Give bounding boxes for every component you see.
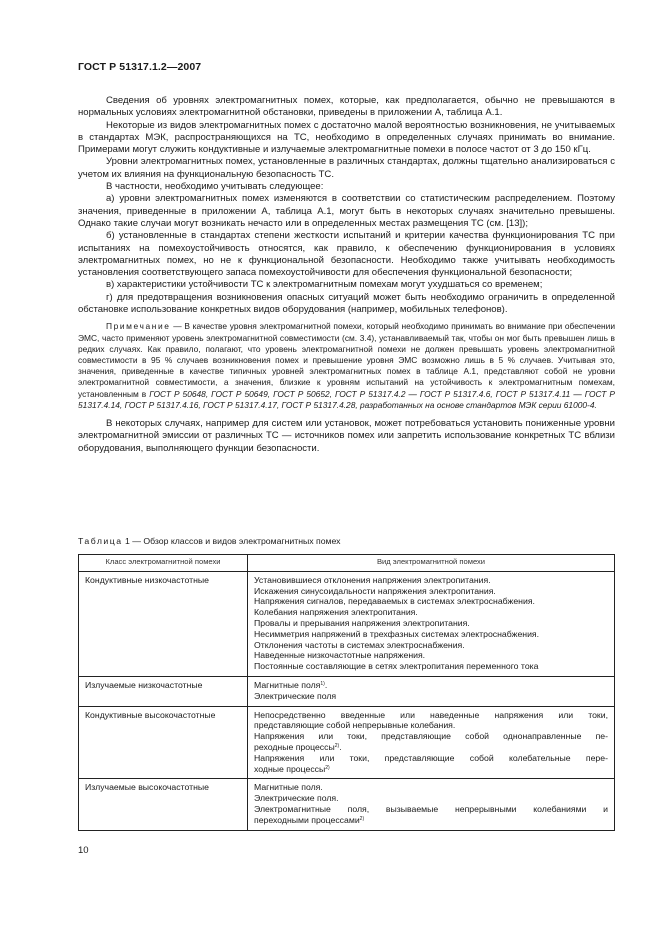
- table-row: [79, 779, 615, 830]
- kind-cell: [248, 676, 615, 706]
- paragraph: б) установленные в стандартах степени жесткости испытаний и критерии качества функционирования ТС при испытаниях на помехоустойчивость относятся, как правило, к обеспечению функционирования в условиях электромагнитных помех, но не к функциональной безопасности. Необходимо также учитывать необходимость установления соответствующего запаса помехоустойчивости для обеспечения функциональной безопасности;: [78, 230, 615, 279]
- note-text: — В качестве уровня электромагнитной помехи, который необходимо принимать во внимание при обеспечении ЭМС, часто применяют уровень электромагнитной совместимости (см. 3.4), устанавливаемый так, чтобы он мог быть превышен лишь в редких случаях. Как правило, полагают, что уровень электромагнитной помехи не должен превышать уровень электромагнитной совместимости в 95 % случаев возникновения помех и превышение уровня ЭМС возможно лишь в 5 % случаев. Учитывая это, значения, приведенные в качестве типичных уровней электромагнитных помех в таблице А.1, представляют собой не уровни электромагнитной совместимости, а значения, близкие к уровням испытаний на устойчивость к электромагнитным помехам, установленным в: [78, 321, 615, 399]
- body-text: [78, 95, 615, 455]
- table-title-text: 1 — Обзор классов и видов электромагнитных помех: [122, 536, 341, 546]
- table-row: [79, 676, 615, 706]
- kind-line: Магнитные поля.: [254, 782, 323, 793]
- paragraph: а) уровни электромагнитных помех изменяются в соответствии со статистическим распределением. Поэтому значения, приведенные в приложении А, таблица А.1, могут быть в некоторых случаях значительно превышены. Однако такие случаи могут возникать нечасто или в определенных местах размещения ТС (см. [13]);: [78, 193, 615, 229]
- class-cell: Излучаемые высокочастотные: [79, 779, 248, 830]
- note: [78, 321, 615, 411]
- kind-cell: [248, 571, 615, 676]
- kind-line: Напряжения или токи, представляющие собой колебательные пере-: [254, 752, 608, 763]
- kind-text: переходными процессами: [254, 814, 360, 825]
- paragraph: г) для предотвращения возникновения опасных ситуаций может быть необходимо ограничить в определенной обстановке использование конкретных видов оборудования (например, мобильных телефонов).: [78, 291, 615, 316]
- kind-item: [254, 680, 608, 691]
- kind-line: [254, 815, 608, 826]
- table-header-row: [79, 555, 615, 572]
- kind-text: ходные процессы: [254, 763, 326, 774]
- kind-item: Отклонения частоты в системах электроснабжения.: [254, 639, 465, 650]
- kind-text: Магнитные поля: [254, 679, 321, 690]
- kind-item: Электрические поля: [254, 690, 337, 701]
- table-row: [79, 706, 615, 779]
- document-header: ГОСТ Р 51317.1.2—2007: [78, 61, 202, 73]
- footnote-ref: 2): [325, 764, 330, 771]
- paragraph: в) характеристики устойчивости ТС к электромагнитным помехам могут ухудшаться со временем;: [106, 279, 543, 291]
- kind-line: Напряжения или токи, представляющие собой однонаправленные пе-: [254, 731, 608, 742]
- kind-line: Электромагнитные поля, вызываемые непрерывными колебаниями и: [254, 803, 608, 814]
- kind-text: реходные процессы: [254, 741, 335, 752]
- class-cell: Кондуктивные низкочастотные: [79, 571, 248, 676]
- note-references: ГОСТ Р 50648, ГОСТ Р 50649, ГОСТ Р 50652, ГОСТ Р 51317.4.2 — ГОСТ Р 51317.4.6, ГОСТ Р 51317.4.11 — ГОСТ Р 51317.4.14, ГОСТ Р 51317.4.16, ГОСТ Р 51317.4.17, ГОСТ Р 51317.4.28, разработанных на основе стандартов МЭК серии 61000-4.: [78, 388, 615, 410]
- kind-item: Искажения синусоидальности напряжения электропитания.: [254, 585, 496, 596]
- kind-item: Наведенные низкочастотные напряжения.: [254, 650, 426, 661]
- kind-item: Несимметрия напряжений в трехфазных системах электроснабжения.: [254, 628, 540, 639]
- kind-item: Установившиеся отклонения напряжения электропитания.: [254, 574, 491, 585]
- kind-item: Провалы и прерывания напряжения электропитания.: [254, 617, 470, 628]
- paragraph: Уровни электромагнитных помех, установленные в различных стандартах, должны тщательно анализироваться с учетом их влияния на функциональную безопасность ТС.: [78, 156, 615, 180]
- footnote-ref: 2): [359, 815, 365, 822]
- note-label: Примечание: [106, 321, 171, 332]
- kind-line: [254, 764, 608, 775]
- kind-line: Непосредственно введенные или наведенные напряжения или токи,: [254, 709, 608, 720]
- kind-item: Колебания напряжения электропитания.: [254, 607, 418, 618]
- paragraph: В частности, необходимо учитывать следующее:: [106, 181, 324, 193]
- footnote-ref: 1): [320, 680, 325, 687]
- kind-line: представляющие собой непрерывные колебания.: [254, 720, 456, 731]
- kind-line: [254, 742, 608, 753]
- paragraph: Сведения об уровнях электромагнитных помех, которые, как предполагается, обычно не превышаются в нормальных условиях электромагнитной обстановки, приведены в приложении А, таблица А.1.: [78, 95, 615, 119]
- class-cell: Кондуктивные высокочастотные: [79, 706, 248, 779]
- table-title: [78, 536, 341, 546]
- column-header-class: Класс электромагнитной помехи: [79, 555, 248, 572]
- kind-text-end: .: [324, 679, 328, 690]
- paragraph: В некоторых случаях, например для систем или установок, может потребоваться установить пониженные уровни электромагнитной эмиссии от различных ТС — источников помех или запретить использование конкретных ТС вблизи оборудования, выполняющего функции безопасности.: [78, 417, 615, 454]
- table-row: [79, 571, 615, 676]
- kind-cell: [248, 706, 615, 779]
- footnote-ref: 2): [334, 742, 340, 749]
- kind-item: Напряжения сигналов, передаваемых в системах электроснабжения.: [254, 596, 535, 607]
- paragraph: Некоторые из видов электромагнитных помех с достаточно малой вероятностью возникновения, не учитываемых в стандартах МЭК, распространяющихся на ТС, необходимо в определенных случаях принимать во внимание. Примерами могут служить кондуктивные и излучаемые электромагнитные помехи в полосе частот от 3 до 150 кГц.: [78, 119, 615, 156]
- table-title-label: Таблица: [78, 536, 123, 546]
- kind-line: Электрические поля.: [254, 793, 339, 804]
- kind-cell: [248, 779, 615, 830]
- disturbance-table: [78, 554, 615, 831]
- kind-text-end: .: [339, 741, 342, 752]
- column-header-kind: Вид электромагнитной помехи: [248, 555, 615, 572]
- class-cell: Излучаемые низкочастотные: [79, 676, 248, 706]
- kind-item: Постоянные составляющие в сетях электропитания переменного тока: [254, 661, 539, 672]
- page-number: 10: [78, 845, 89, 856]
